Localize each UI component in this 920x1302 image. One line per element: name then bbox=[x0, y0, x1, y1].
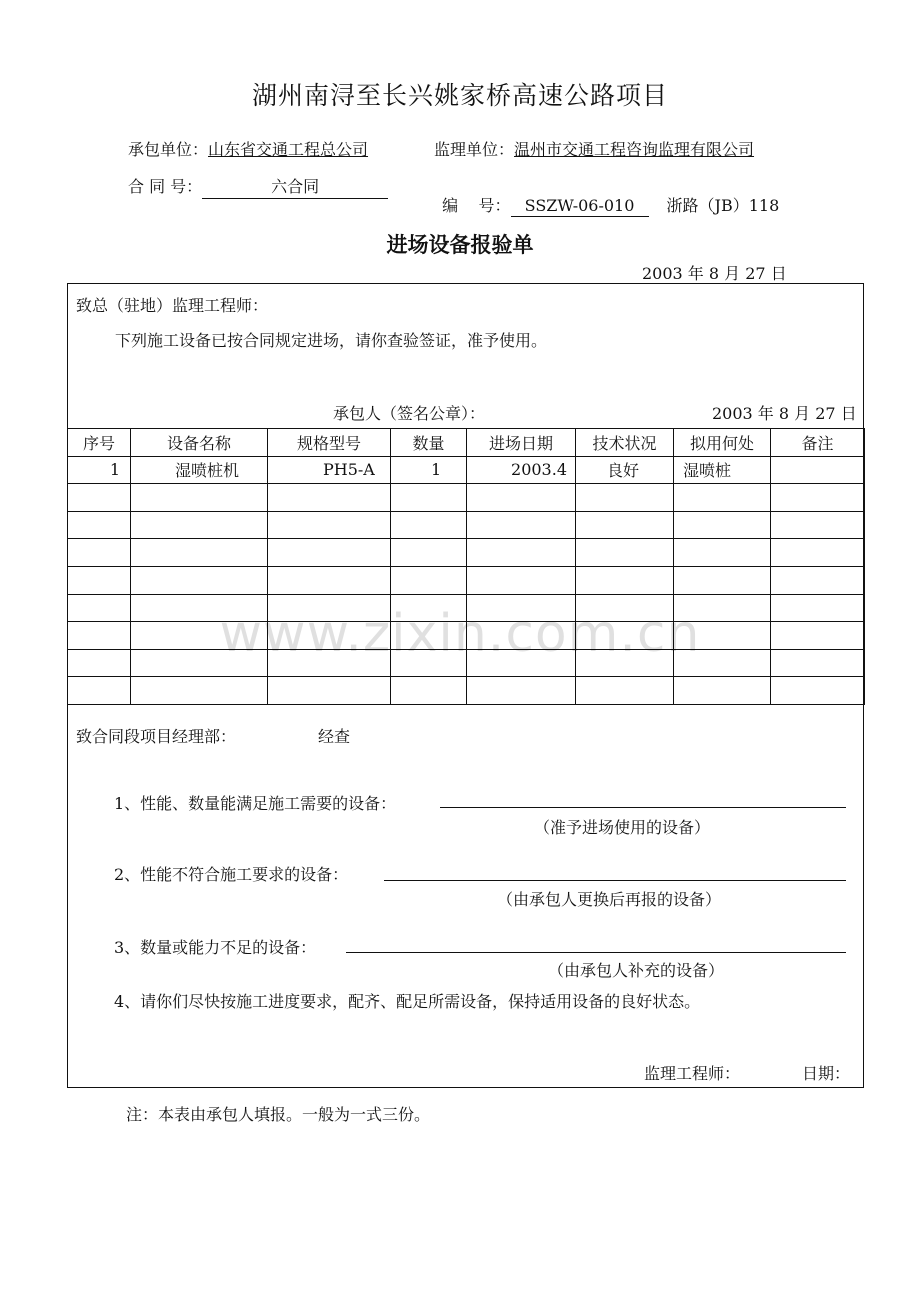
number-label: 编 号： bbox=[442, 196, 511, 215]
table-cell bbox=[771, 566, 865, 594]
review-item3: 3、数量或能力不足的设备： bbox=[114, 938, 317, 957]
table-cell bbox=[771, 677, 865, 705]
table-cell bbox=[576, 566, 674, 594]
table-cell bbox=[68, 539, 131, 567]
table-cell bbox=[467, 539, 576, 567]
contractor-label: 承包单位： bbox=[128, 140, 209, 159]
table-cell bbox=[391, 484, 467, 512]
table-cell bbox=[467, 484, 576, 512]
table-cell bbox=[576, 677, 674, 705]
table-cell bbox=[391, 511, 467, 539]
table-cell bbox=[131, 511, 268, 539]
engineer-label: 监理工程师： bbox=[644, 1064, 741, 1083]
table-cell: PH5-A bbox=[268, 456, 391, 484]
table-cell bbox=[576, 484, 674, 512]
table-cell bbox=[674, 539, 771, 567]
table-cell: 湿喷桩 bbox=[674, 456, 771, 484]
number-value: SSZW-06-010 bbox=[511, 196, 649, 217]
table-cell bbox=[68, 566, 131, 594]
table-cell bbox=[131, 484, 268, 512]
supervisor-line bbox=[434, 137, 754, 160]
table-cell bbox=[576, 511, 674, 539]
footnote: 注：本表由承包人填报。一般为一式三份。 bbox=[126, 1105, 431, 1124]
contract-label: 合 同 号： bbox=[128, 177, 203, 196]
table-cell bbox=[131, 677, 268, 705]
table-cell bbox=[391, 566, 467, 594]
header-cell: 序号 bbox=[68, 429, 131, 457]
table-cell bbox=[268, 484, 391, 512]
date-label: 日期： bbox=[802, 1064, 851, 1083]
number-line bbox=[432, 174, 779, 217]
contract-value: 六合同 bbox=[202, 174, 388, 199]
table-cell bbox=[391, 539, 467, 567]
table-cell bbox=[131, 539, 268, 567]
header-cell: 设备名称 bbox=[131, 429, 268, 457]
item2-fill-line bbox=[384, 880, 846, 881]
form-title: 进场设备报验单 bbox=[386, 233, 534, 257]
table-row bbox=[68, 456, 865, 484]
contractor-value: 山东省交通工程总公司 bbox=[208, 140, 369, 159]
header-cell: 数量 bbox=[391, 429, 467, 457]
header-cell: 备注 bbox=[771, 429, 865, 457]
request-addressee: 致总（驻地）监理工程师： bbox=[76, 296, 269, 315]
table-cell: 湿喷桩机 bbox=[131, 456, 268, 484]
table-cell bbox=[467, 677, 576, 705]
table-cell: 2003.4 bbox=[467, 456, 576, 484]
table-cell bbox=[674, 484, 771, 512]
table-cell bbox=[268, 539, 391, 567]
supervisor-label: 监理单位： bbox=[434, 140, 515, 159]
review-item1: 1、性能、数量能满足施工需要的设备： bbox=[114, 794, 397, 813]
table-header-row bbox=[68, 429, 865, 457]
table-cell bbox=[674, 511, 771, 539]
table-row bbox=[68, 511, 865, 539]
review-checked: 经查 bbox=[318, 727, 351, 746]
review-item1-note: （准予进场使用的设备） bbox=[534, 818, 711, 837]
route-code: 浙路（JB）118 bbox=[666, 196, 780, 215]
table-cell bbox=[268, 677, 391, 705]
review-item4: 4、请你们尽快按施工进度要求，配齐、配足所需设备，保持适用设备的良好状态。 bbox=[114, 992, 701, 1011]
watermark: www.zixin.com.cn bbox=[219, 604, 701, 664]
project-title: 湖州南浔至长兴姚家桥高速公路项目 bbox=[251, 81, 668, 110]
table-row bbox=[68, 539, 865, 567]
signer-date: 2003 年 8 月 27 日 bbox=[712, 404, 857, 423]
review-item2-note: （由承包人更换后再报的设备） bbox=[497, 890, 722, 909]
table-cell bbox=[268, 511, 391, 539]
contractor-line bbox=[128, 137, 368, 161]
table-cell bbox=[674, 677, 771, 705]
table-cell bbox=[131, 566, 268, 594]
review-addressee: 致合同段项目经理部： bbox=[76, 727, 237, 746]
table-cell: 良好 bbox=[576, 456, 674, 484]
table-cell bbox=[674, 566, 771, 594]
table-row bbox=[68, 484, 865, 512]
table-cell bbox=[771, 456, 865, 484]
header-cell: 拟用何处 bbox=[674, 429, 771, 457]
form-date: 2003 年 8 月 27 日 bbox=[642, 264, 787, 283]
table-cell bbox=[576, 539, 674, 567]
table-cell bbox=[771, 511, 865, 539]
item1-fill-line bbox=[440, 807, 846, 808]
table-cell bbox=[268, 566, 391, 594]
table-row bbox=[68, 677, 865, 705]
review-item2: 2、性能不符合施工要求的设备： bbox=[114, 865, 349, 884]
table-cell bbox=[68, 511, 131, 539]
table-cell bbox=[467, 566, 576, 594]
table-row bbox=[68, 566, 865, 594]
table-cell: 1 bbox=[68, 456, 131, 484]
table-cell bbox=[771, 539, 865, 567]
signer-label: 承包人（签名公章）： bbox=[333, 404, 486, 423]
table-cell bbox=[771, 484, 865, 512]
table-cell bbox=[68, 484, 131, 512]
request-body: 下列施工设备已按合同规定进场，请你查验签证，准予使用。 bbox=[115, 331, 548, 350]
header-cell: 规格型号 bbox=[268, 429, 391, 457]
supervisor-value: 温州市交通工程咨询监理有限公司 bbox=[514, 140, 755, 159]
header-cell: 技术状况 bbox=[576, 429, 674, 457]
review-item3-note: （由承包人补充的设备） bbox=[548, 961, 725, 980]
table-cell bbox=[68, 677, 131, 705]
contract-line bbox=[128, 174, 388, 199]
header-cell: 进场日期 bbox=[467, 429, 576, 457]
item3-fill-line bbox=[346, 952, 846, 953]
table-cell: 1 bbox=[391, 456, 467, 484]
table-cell bbox=[391, 677, 467, 705]
table-cell bbox=[467, 511, 576, 539]
